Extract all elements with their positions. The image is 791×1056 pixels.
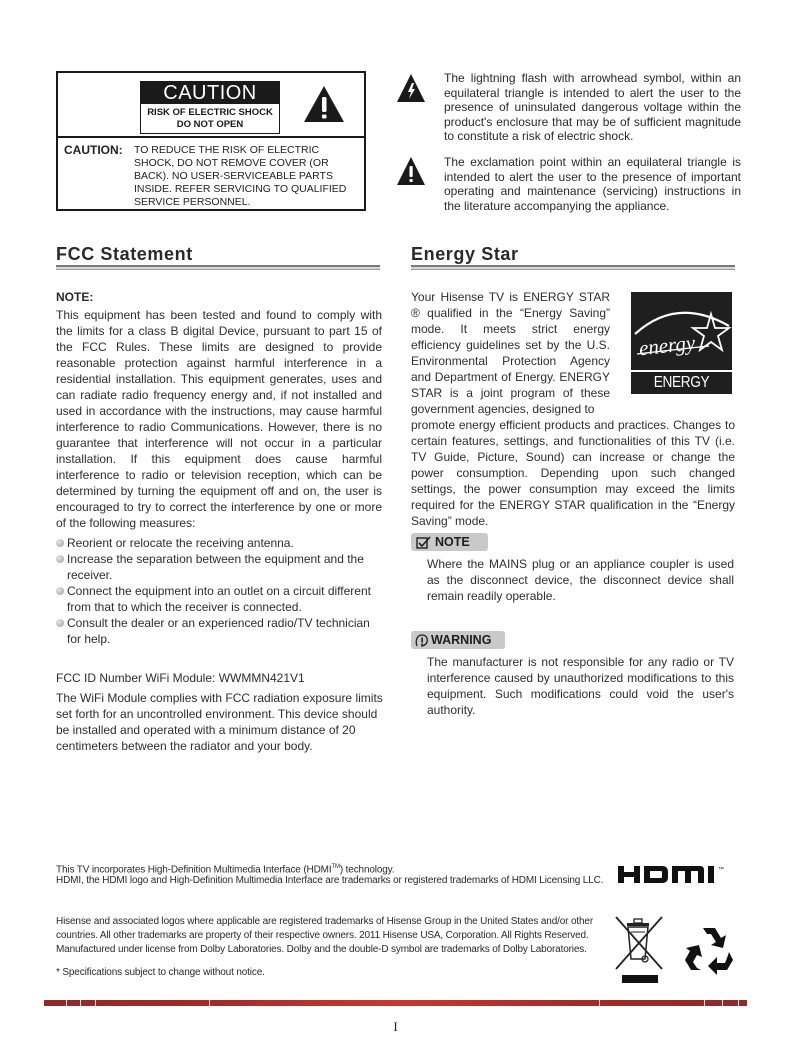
footer-bar-segment — [209, 1000, 210, 1006]
hdmi-notice-line-2: HDMI, the HDMI logo and High-Definition Multimedia Interface are trademarks or registered trademarks of HDMI Licensing LLC. — [56, 875, 604, 886]
caution-instructions — [64, 144, 360, 209]
list-item-text: Consult the dealer or an experienced radio/TV technician for help. — [67, 616, 370, 646]
hdmi-logo — [618, 863, 734, 887]
list-item-text: Increase the separation between the equipment and the receiver. — [67, 552, 364, 582]
caution-label-box — [56, 71, 366, 211]
symbol-explanation-exclamation — [396, 155, 741, 213]
warning-hand-icon — [414, 633, 429, 648]
footer-bar-segment — [738, 1000, 739, 1006]
svg-text:™: ™ — [718, 867, 724, 873]
wifi-exposure-text: The WiFi Module complies with FCC radiation exposure limits set forth for an uncontrolled environment. This device should be installed and operated with a minimum distance of 20 centimeters between the radiator and your body. — [56, 691, 383, 753]
page-number: I — [393, 1019, 398, 1034]
fcc-id-number: FCC ID Number WiFi Module: WWMMN421V1 — [56, 671, 305, 685]
fcc-section-title: FCC Statement — [56, 244, 193, 264]
hdmi-notice-text: ) technology. — [339, 864, 395, 876]
exclamation-triangle-icon — [396, 156, 426, 186]
bullet-icon — [56, 555, 64, 563]
bullet-icon — [56, 587, 64, 595]
energy-star-paragraph: promote energy efficient products and practices. Changes to certain features, settings, and functionalities of this TV (i.e. TV Guide, Picture, Sound) can increase or change the power consumption. Depending upon such changed settings, the power consumption may exceed the limits required for the ENERGY STAR qualification in the “Energy Saving” mode. — [411, 418, 735, 528]
recycle-icon — [683, 924, 735, 976]
footer-bar-segment — [722, 1000, 723, 1006]
symbol-explanation-text: The exclamation point within an equilateral triangle is intended to alert the user to the presence of important operating and maintenance (servicing) instructions in the literature accompanying the appliance. — [444, 155, 741, 213]
list-item — [56, 535, 382, 551]
footer-bar-segment — [599, 1000, 600, 1006]
fcc-paragraph: This equipment has been tested and found to comply with the limits for a class B digital Device, pursuant to part 15 of the FCC Rules. These limits are designed to provide reasonable protection against harmful interference in a residential installation. This equipment generates, uses and can radiate radio frequency energy and, if not installed and used in accordance with the instructions, may cause harmful interference to radio Communications. However, there is no guarantee that interference will not occur in a particular installation. If this equipment does cause harmful interference to radio or television reception, which can be determined by turning the equipment off and on, the user is encouraged to try to correct the interference by one or more of the following measures: — [56, 308, 382, 530]
fcc-measures-list — [56, 535, 382, 647]
caution-sign-subtitle-1: RISK OF ELECTRIC SHOCK — [147, 107, 273, 118]
section-divider — [56, 265, 380, 270]
energy-star-logo-text: ENERGY STAR — [653, 374, 710, 413]
caution-instructions-text: TO REDUCE THE RISK OF ELECTRIC SHOCK, DO NOT REMOVE COVER (OR BACK). NO USER-SERVICEABLE PARTS INSIDE. REFER SERVICING TO QUALIFIED SERVICE PERSONNEL. — [134, 144, 347, 208]
fcc-note-label: NOTE: — [56, 290, 94, 304]
note-badge-label: NOTE — [435, 535, 470, 549]
hdmi-notice-text: This TV incorporates High-Definition Multimedia Interface (HDMI — [56, 864, 332, 876]
weee-crossed-bin-icon — [614, 915, 666, 985]
list-item — [56, 583, 382, 615]
list-item — [56, 551, 382, 583]
energy-star-emblem-icon — [631, 292, 732, 370]
footer-bar-segment — [80, 1000, 81, 1006]
footer-bar-segment — [66, 1000, 67, 1006]
warning-badge-label: WARNING — [431, 633, 492, 647]
bullet-icon — [56, 539, 64, 547]
footer-accent-bar — [44, 1000, 747, 1006]
caution-instructions-label: CAUTION: — [64, 143, 123, 157]
energy-star-paragraph-wrapped: Your Hisense TV is ENERGY STAR ® qualified in the “Energy Saving” mode. It meets strict energy efficiency guidelines set by the U.S. Environmental Protection Agency and Department of Energy. ENERGY STAR is a joint program of these government agencies, designed to — [411, 290, 610, 416]
note-badge — [411, 533, 488, 551]
list-item — [56, 615, 382, 647]
caution-sign — [140, 81, 280, 134]
energy-star-logo — [631, 292, 732, 413]
svg-text:energy: energy — [637, 330, 697, 361]
symbol-explanation-lightning — [396, 71, 741, 144]
footer-bar-segment — [95, 1000, 96, 1006]
section-divider — [411, 265, 735, 270]
list-item-text: Connect the equipment into an outlet on a circuit different from that to which the receiver is connected. — [67, 584, 371, 614]
lightning-triangle-icon — [396, 73, 426, 103]
trademark-superscript: TM — [331, 864, 340, 870]
caution-label-top — [58, 73, 364, 138]
note-text: Where the MAINS plug or an appliance coupler is used as the disconnect device, the disconnect device shall remain readily operable. — [427, 557, 734, 603]
caution-sign-subtitle-2: DO NOT OPEN — [176, 119, 244, 130]
list-item-text: Reorient or relocate the receiving antenna. — [67, 536, 294, 550]
bullet-icon — [56, 619, 64, 627]
footer-bar-segment — [704, 1000, 705, 1006]
note-checkbox-icon — [416, 536, 431, 549]
exclamation-triangle-icon — [303, 85, 345, 123]
energy-star-section-title: Energy Star — [411, 244, 519, 264]
energy-star-band — [631, 370, 732, 413]
warning-badge — [411, 631, 505, 649]
trademark-notice: Hisense and associated logos where applicable are registered trademarks of Hisense Group in the United States and/or other countries. All other trademarks are property of their respective owners. 2011 Hisense USA, Corporation. All Rights Reserved. Manufactured under license from Dolby Laboratories. Dolby and the double-D symbol are trademarks of Dolby Laboratories. — [56, 916, 594, 955]
warning-text: The manufacturer is not responsible for any radio or TV interference caused by unauthorized modifications to this equipment. Such modifications could void the user's authority. — [427, 655, 734, 717]
caution-sign-title: CAUTION — [141, 82, 279, 104]
symbol-explanation-text: The lightning flash with arrowhead symbol, within an equilateral triangle is intended to alert the user to the presence of uninsulated dangerous voltage within the product's enclosure that may be of sufficient magnitude to constitute a risk of electric shock. — [444, 71, 741, 144]
specifications-notice: * Specifications subject to change without notice. — [56, 967, 265, 978]
